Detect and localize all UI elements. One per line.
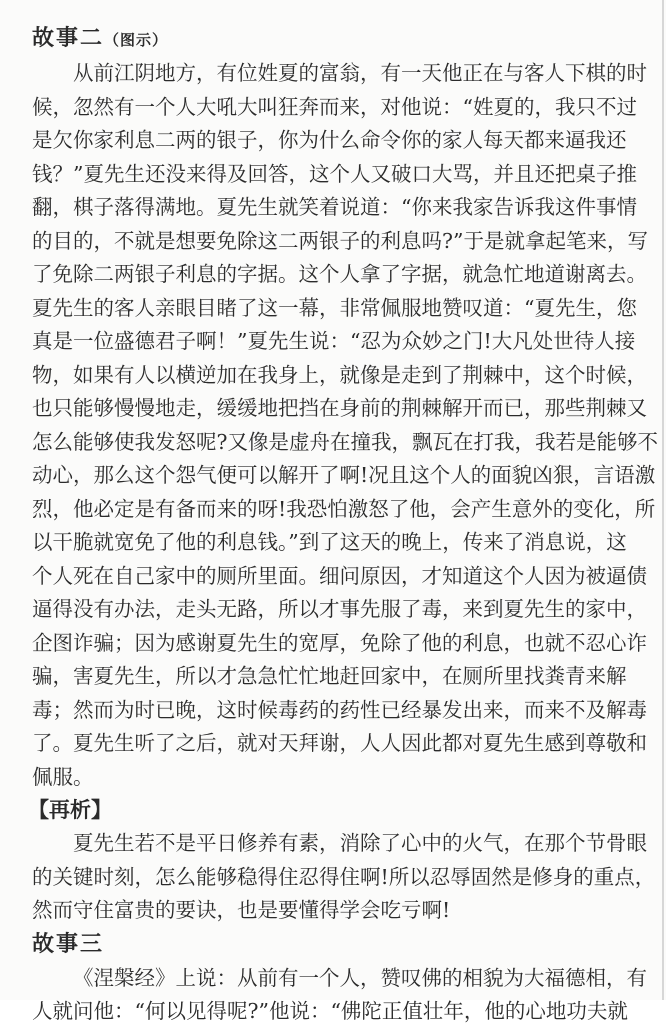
text-line: 夏先生若不是平日修养有素，消除了心中的火气，在那个节骨眼	[73, 831, 647, 855]
text-line: 夏先生的客人亲眼目睹了这一幕，非常佩服地赞叹道：“夏先生，您	[32, 295, 637, 320]
text-line: 物，如果有人以横逆加在我身上，就像是走到了荆棘中，这个时候，	[32, 362, 647, 387]
story2-subtitle: （图示）	[104, 31, 169, 49]
text-line: 了。夏先生听了之后，就对天拜谢，人人因此都对夏先生感到尊敬和	[32, 731, 647, 755]
story3-heading: 故事三	[32, 931, 105, 957]
text-line: 怎么能够使我发怒呢?又像是虚舟在撞我，飘瓦在打我，我若是能够不	[32, 429, 658, 454]
text-line: 也只能够慢慢地走，缓缓地把挡在身前的荆棘解开而已，那些荆棘又	[32, 396, 647, 420]
story2-body	[32, 57, 658, 794]
story2-title: 故事二	[32, 26, 105, 51]
text-line: 逼得没有办法，走头无路，所以才事先服了毒，来到夏先生的家中，	[32, 597, 647, 621]
text-line: 翻，棋子落得满地。夏先生就笑着说道：“你来我家告诉我这件事情	[32, 195, 637, 219]
text-line: 钱？”夏先生还没来得及回答，这个人又破口大骂，并且还把桌子推	[32, 161, 637, 186]
text-line: 的目的，不就是想要免除这二两银子的利息吗?”于是就拿起笔来，写	[32, 228, 648, 253]
story2-heading	[32, 22, 642, 57]
text-line: 烈，他必定是有备而来的呀!我恐怕激怒了他，会产生意外的变化，所	[32, 496, 656, 521]
text-line: 以干脆就宽免了他的利息钱。”到了这天的晚上，传来了消息说，这	[32, 530, 627, 554]
text-line: 的关键时刻，怎么能够稳得住忍得住啊!所以忍辱固然是修身的重点，	[32, 864, 656, 889]
text-line: 个人死在自己家中的厕所里面。细问原因，才知道这个人因为被逼债	[32, 563, 647, 588]
page-edge	[662, 0, 664, 1000]
analysis-body	[32, 827, 656, 928]
story3-body	[32, 962, 647, 1029]
text-line: 真是一位盛德君子啊！”夏先生说：“忍为众妙之门!大凡处世待人接	[32, 329, 636, 353]
text-line: 人就问他：“何以见得呢?”他说：“佛陀正值壮年，他的心地功夫就	[32, 999, 628, 1023]
text-line: 骗，害夏先生，所以才急急忙忙地赶回家中，在厕所里找粪青来解	[32, 664, 627, 688]
text-line: 是欠你家利息二两的银子，你为什么命令你的家人每天都来逼我还	[32, 128, 627, 152]
text-line: 《涅槃经》上说：从前有一个人，赞叹佛的相貌为大福德相，有	[73, 965, 647, 990]
text-line: 佩服。	[32, 764, 94, 789]
text-line: 了免除二两银子利息的字据。这个人拿了字据，就急忙地道谢离去。	[32, 262, 647, 286]
text-line: 从前江阴地方，有位姓夏的富翁，有一天他正在与客人下棋的时	[73, 61, 647, 85]
text-line: 然而守住富贵的要诀，也是要懂得学会吃亏啊!	[32, 898, 451, 922]
text-line: 候，忽然有一个人大吼大叫狂奔而来，对他说：“姓夏的，我只不过	[32, 94, 637, 119]
text-line: 毒；然而为时已晚，这时候毒药的药性已经暴发出来，而来不及解毒	[32, 697, 647, 722]
text-line: 企图诈骗；因为感谢夏先生的宽厚，免除了他的利息，也就不忍心诈	[32, 630, 647, 655]
analysis-heading: 【再析】	[28, 798, 112, 822]
text-line: 动心，那么这个怨气便可以解开了啊!况且这个人的面貌凶狠，言语激	[32, 463, 656, 487]
